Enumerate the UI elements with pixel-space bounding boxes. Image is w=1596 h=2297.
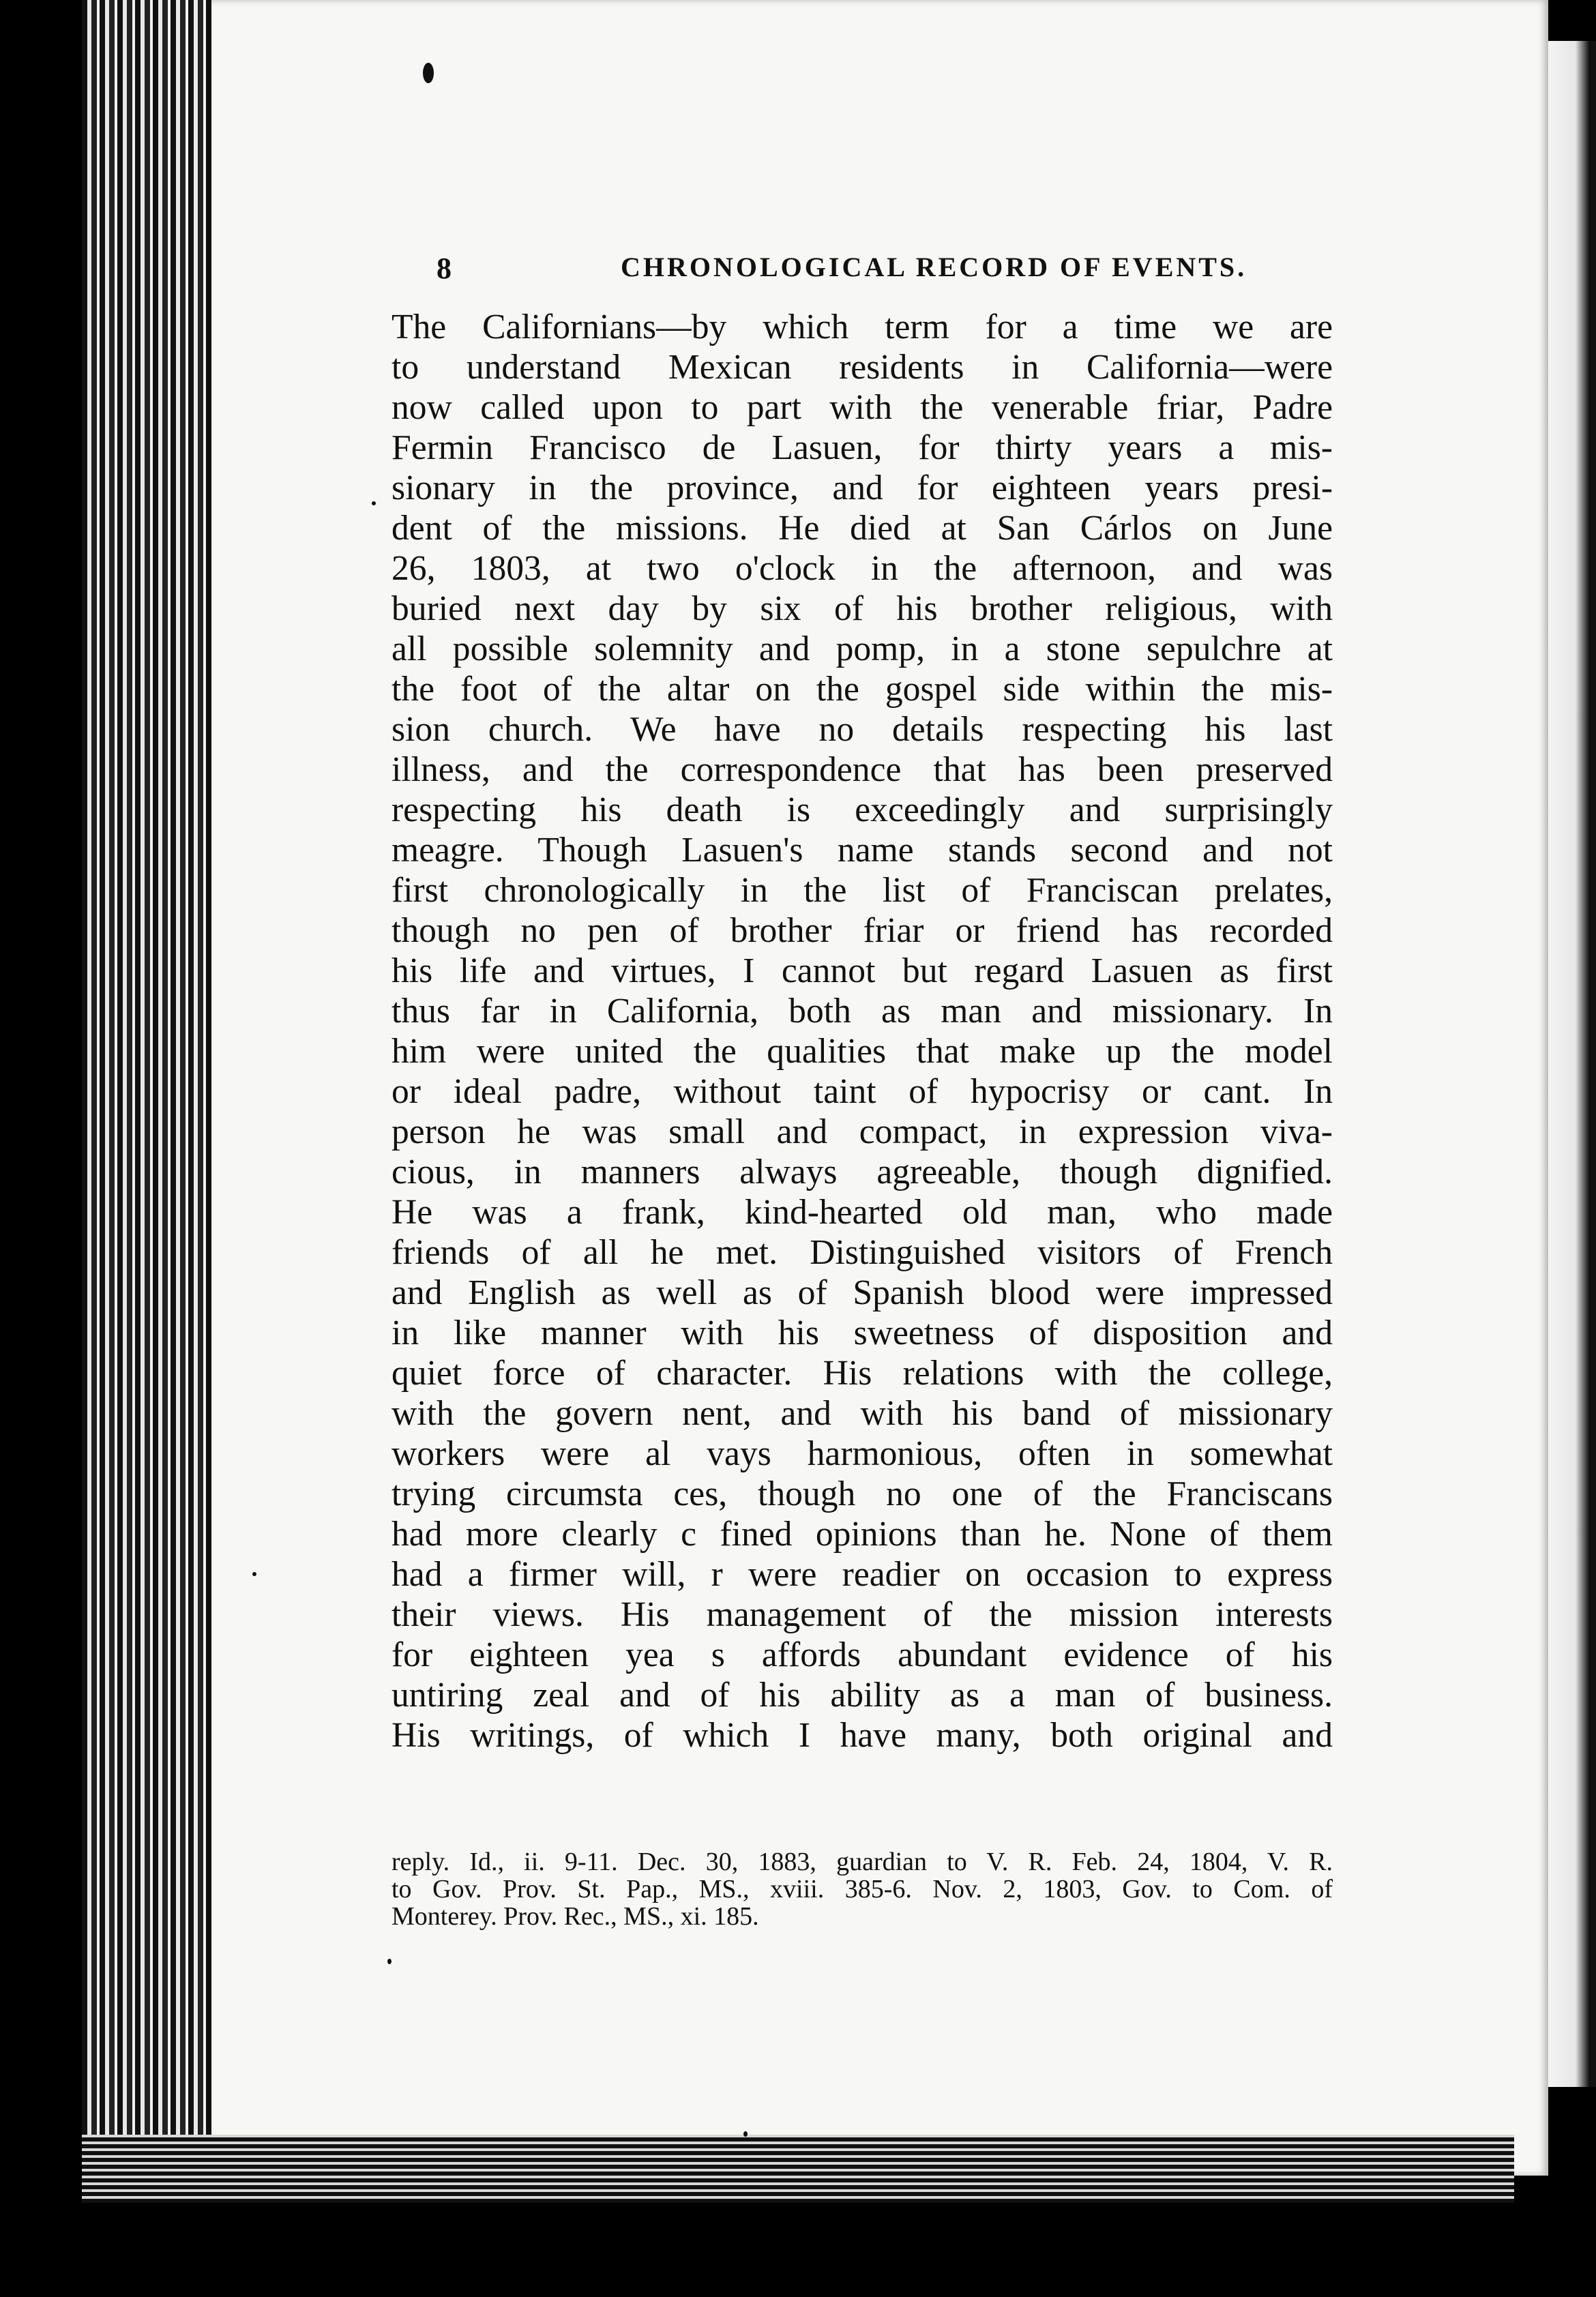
text-line: the foot of the altar on the gospel side within the mis- bbox=[391, 670, 1333, 709]
text-line: for eighteen yea s affords abundant evidence of his bbox=[391, 1635, 1333, 1674]
page-number: 8 bbox=[437, 252, 454, 285]
text-line: their views. His management of the mission interests bbox=[391, 1595, 1333, 1634]
page-header bbox=[437, 251, 1473, 292]
text-line: respecting his death is exceedingly and surprisingly bbox=[391, 790, 1333, 829]
text-line: cious, in manners always agreeable, though dignified. bbox=[391, 1153, 1333, 1191]
text-line: with the govern nent, and with his band of missionary bbox=[391, 1394, 1333, 1433]
footnote-line: Monterey. Prov. Rec., MS., xi. 185. bbox=[391, 1902, 759, 1931]
text-line: 26, 1803, at two o'clock in the afternoon, and was bbox=[391, 549, 1333, 588]
text-line: The Californians—by which term for a time we are bbox=[391, 308, 1333, 346]
text-line: workers were al vays harmonious, often in somewhat bbox=[391, 1434, 1333, 1473]
text-line: first chronologically in the list of Franciscan prelates, bbox=[391, 871, 1333, 910]
text-line: or ideal padre, without taint of hypocrisy or cant. In bbox=[391, 1072, 1333, 1111]
text-line: meagre. Though Lasuen's name stands second and not bbox=[391, 831, 1333, 870]
text-line: friends of all he met. Distinguished visitors of French bbox=[391, 1233, 1333, 1272]
page-edges bbox=[82, 0, 225, 2203]
text-line: all possible solemnity and pomp, in a stone sepulchre at bbox=[391, 629, 1333, 668]
text-line: quiet force of character. His relations with the college, bbox=[391, 1354, 1333, 1393]
footnote-line: to Gov. Prov. St. Pap., MS., xviii. 385-6. Nov. 2, 1803, Gov. to Com. of bbox=[391, 1875, 1333, 1903]
text-line: him were united the qualities that make up the model bbox=[391, 1032, 1333, 1071]
running-head: CHRONOLOGICAL RECORD OF EVENTS. bbox=[621, 252, 1247, 282]
footnote bbox=[391, 1848, 1333, 1930]
text-line: his life and virtues, I cannot but regard Lasuen as first bbox=[391, 951, 1333, 990]
text-line: now called upon to part with the venerable friar, Padre bbox=[391, 388, 1333, 427]
text-line: to understand Mexican residents in California—were bbox=[391, 348, 1333, 387]
text-line: had more clearly c fined opinions than he. None of them bbox=[391, 1515, 1333, 1554]
text-line: in like manner with his sweetness of disposition and bbox=[391, 1314, 1333, 1352]
text-line: dent of the missions. He died at San Cárlos on June bbox=[391, 509, 1333, 548]
text-line: buried next day by six of his brother religious, with bbox=[391, 589, 1333, 628]
text-line: had a firmer will, r were readier on occasion to express bbox=[391, 1555, 1333, 1594]
text-line: though no pen of brother friar or friend has recorded bbox=[391, 911, 1333, 950]
text-line: trying circumsta ces, though no one of the Franciscans bbox=[391, 1474, 1333, 1513]
footnote-line: reply. Id., ii. 9-11. Dec. 30, 1883, guardian to V. R. Feb. 24, 1804, V. R. bbox=[391, 1848, 1333, 1876]
text-line: and English as well as of Spanish blood were impressed bbox=[391, 1273, 1333, 1312]
body-text bbox=[391, 307, 1333, 1755]
text-line: thus far in California, both as man and missionary. In bbox=[391, 992, 1333, 1031]
text-line: person he was small and compact, in expression viva- bbox=[391, 1112, 1333, 1151]
text-line: sion church. We have no details respecting his last bbox=[391, 710, 1333, 749]
text-line: untiring zeal and of his ability as a man of business. bbox=[391, 1676, 1333, 1715]
text-line: He was a frank, kind-hearted old man, who made bbox=[391, 1193, 1333, 1232]
facing-page-edge bbox=[1548, 41, 1596, 2087]
text-line: Fermin Francisco de Lasuen, for thirty years a mis- bbox=[391, 428, 1333, 467]
text-line: sionary in the province, and for eighteen years presi- bbox=[391, 469, 1333, 507]
page-edges-bottom bbox=[82, 2135, 1514, 2203]
text-line: illness, and the correspondence that has been preserved bbox=[391, 750, 1333, 789]
text-line: His writings, of which I have many, both original and bbox=[391, 1716, 1333, 1755]
